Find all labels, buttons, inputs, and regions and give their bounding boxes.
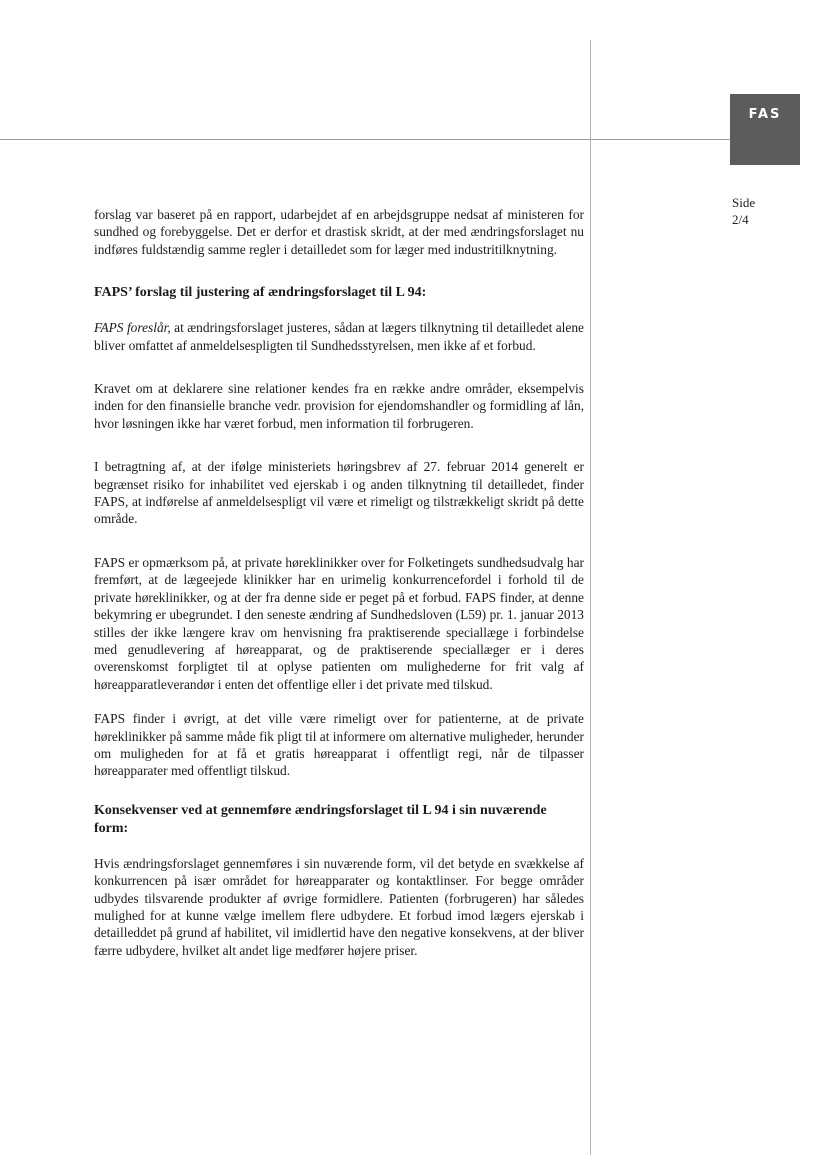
paragraph-proposal [94,319,584,354]
paragraph-declaration: Kravet om at deklarere sine relationer kendes fra en række andre områder, eksempelvis inden for den finansielle branche vedr. provision for ejendomshandler og formidling af lån, hvor løsningen ikke har været forbud, men information til forbrugeren. [94,381,584,431]
heading-faps-proposal: FAPS’ forslag til justering af ændringsforslaget til L 94: [94,285,427,301]
proposal-lead: FAPS foreslår, [94,320,171,336]
fas-logo [730,94,800,165]
header-rule [0,139,730,140]
logo-text: FAS [748,107,782,122]
side-label: Side [732,195,756,210]
paragraph-consideration: I betragtning af, at der ifølge ministeriets høringsbrev af 27. februar 2014 generelt er begrænset risiko for inhabilitet ved ejerskab i og anden tilknytning til detailledet, finder FAPS, at indførelse af anmeldelsespligt vil være et rimeligt og tilstrækkeligt skridt på dette område. [94,459,584,527]
paragraph-consequences: Hvis ændringsforslaget gennemføres i sin nuværende form, vil det betyde en svækkelse af konkurrencen på især området for høreapparater og kontaktlinser. For begge områder udbydes tilsvarende produkter af øvrige formidlere. Patienten (forbrugeren) har således mulighed for at kunne vælge imellem flere udbydere. Et forbud imod lægers ejerskab i detailleddet på grund af habilitet, vil imidlertid have den negative konsekvens, at der bliver færre udbydere, hvilket alt andet lige medfører højere priser. [94,855,584,958]
heading-consequences: Konsekvenser ved at gennemføre ændringsforslaget til L 94 i sin nuværende form: [94,802,547,836]
paragraph-continued: forslag var baseret på en rapport, udarbejdet af en arbejdsgruppe nedsat af ministeren for sundhed og forebyggelse. Det er derfor et drastisk skridt, at der med ændringsforslaget nu indføres fuldstændig samme regler i detailledet som for læger med industritilknytning. [94,207,584,257]
margin-rule [590,40,591,1155]
paragraph-information: FAPS finder i øvrigt, at det ville være rimeligt over for patienterne, at de private høreklinikker på samme måde fik pligt til at informere om alternative muligheder, herunder om muligheden for at få et gratis høreapparat i offentligt regi, når de tilpasser høreapparater med offentligt tilskud. [94,711,584,779]
proposal-text: at ændringsforslaget justeres, sådan at lægers tilknytning til detailledet alene bliver omfattet af anmeldelsespligten til Sundhedsstyrelsen, men ikke af et forbud. [94,320,584,353]
body-text [94,206,584,959]
paragraph-hearing-clinics: FAPS er opmærksom på, at private høreklinikker over for Folketingets sundhedsudvalg har fremført, at de lægeejede klinikker har en urimelig konkurrencefordel i forhold til de private høreklinikker, og at der fra denne side er peget på et forbud. FAPS finder, at denne bekymring er ubegrundet. I den seneste ændring af Sundhedsloven (L59) pr. 1. januar 2013 stilles der ikke længere krav om henvisning fra praktiserende speciallæge i forbindelse med genudlevering af høreapparat, og de praktiserende speciallæger er i deres overenskomst forpligtet til at oplyse patienten om mulighederne for frit valg af høreapparatleverandør i enten det offentlige eller i det private med tilskud. [94,554,584,692]
page-indicator [732,194,755,228]
page-number: 2/4 [732,212,749,227]
